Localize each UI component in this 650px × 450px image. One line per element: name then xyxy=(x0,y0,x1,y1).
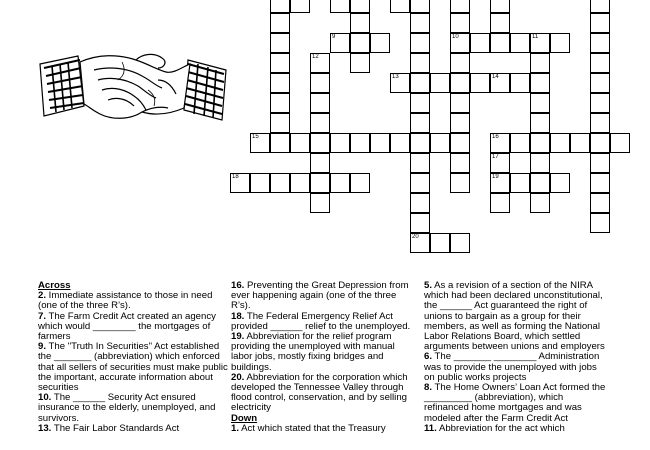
crossword-cell[interactable] xyxy=(350,133,370,153)
clue-item xyxy=(38,291,228,311)
crossword-cell[interactable] xyxy=(350,33,370,53)
crossword-cell[interactable] xyxy=(590,153,610,173)
crossword-cell[interactable] xyxy=(410,173,430,193)
crossword-cell[interactable] xyxy=(390,0,410,13)
crossword-cell[interactable] xyxy=(450,153,470,173)
across-clue-list-continued xyxy=(231,281,411,414)
down-clue-list xyxy=(231,424,411,434)
crossword-cell[interactable] xyxy=(550,133,570,153)
crossword-cell[interactable] xyxy=(590,0,610,13)
crossword-cell[interactable] xyxy=(590,93,610,113)
clue-number: 11 xyxy=(532,34,539,40)
crossword-cell[interactable] xyxy=(450,133,470,153)
crossword-cell[interactable] xyxy=(250,173,270,193)
crossword-cell[interactable] xyxy=(270,33,290,53)
clue-number: 16 xyxy=(492,134,499,140)
crossword-cell[interactable] xyxy=(510,133,530,153)
crossword-cell[interactable] xyxy=(410,93,430,113)
clue-text: Abbreviation for the corporation which developed the Tennessee Valley through flood control, conservation, and by selling electricity xyxy=(231,371,408,414)
crossword-cell[interactable] xyxy=(590,53,610,73)
crossword-cell[interactable] xyxy=(550,33,570,53)
clue-number: 18. xyxy=(231,310,245,322)
crossword-cell[interactable] xyxy=(330,133,350,153)
crossword-cell[interactable] xyxy=(350,53,370,73)
crossword-cell[interactable] xyxy=(430,133,450,153)
clue-text: The "Truth In Securities" Act established the _______ (abbreviation) which enforced that all sellers of securities must make public the important, accurate information about securities xyxy=(38,341,228,394)
clue-number: 19 xyxy=(492,174,499,180)
clue-number: 17 xyxy=(492,154,499,160)
clue-text: The Farm Credit Act created an agency which would ________ the mortgages of farmers xyxy=(38,310,216,343)
crossword-cell[interactable] xyxy=(350,13,370,33)
clue-text: The ______ Security Act ensured insurance to the elderly, unemployed, and survivors. xyxy=(38,392,216,424)
clue-number: 10. xyxy=(38,392,52,404)
crossword-cell[interactable] xyxy=(410,53,430,73)
clue-text: Preventing the Great Depression from ever happening again (one of the three R’s). xyxy=(231,280,409,312)
crossword-cell[interactable] xyxy=(530,193,550,213)
clue-item xyxy=(231,424,411,434)
crossword-cell[interactable] xyxy=(510,173,530,193)
crossword-cell[interactable] xyxy=(590,193,610,213)
clue-number: 13. xyxy=(38,422,52,434)
crossword-cell[interactable] xyxy=(450,113,470,133)
crossword-cell[interactable] xyxy=(450,173,470,193)
crossword-cell[interactable] xyxy=(410,113,430,133)
clue-text: The _______ ________ Administration was to provide the unemployed with jobs on public works projects xyxy=(424,351,600,383)
crossword-cell[interactable] xyxy=(250,133,270,153)
clue-number: 9. xyxy=(38,341,47,353)
crossword-cell[interactable] xyxy=(450,93,470,113)
across-header: Across xyxy=(38,280,71,291)
clue-number: 16. xyxy=(231,280,245,291)
clue-item xyxy=(38,312,228,343)
crossword-cell[interactable] xyxy=(310,93,330,113)
crossword-cell[interactable] xyxy=(450,73,470,93)
crossword-cell[interactable] xyxy=(410,0,430,13)
crossword-cell[interactable] xyxy=(270,73,290,93)
clue-number: 20 xyxy=(412,234,419,240)
crossword-cell[interactable] xyxy=(490,173,510,193)
crossword-cell[interactable] xyxy=(270,13,290,33)
crossword-cell[interactable] xyxy=(450,53,470,73)
crossword-cell[interactable] xyxy=(390,73,410,93)
crossword-cell[interactable] xyxy=(590,213,610,233)
clue-item xyxy=(424,352,610,383)
crossword-cell[interactable] xyxy=(550,173,570,193)
crossword-cell[interactable] xyxy=(310,133,330,153)
crossword-cell[interactable] xyxy=(490,13,510,33)
crossword-cell[interactable] xyxy=(370,33,390,53)
crossword-cell[interactable] xyxy=(270,93,290,113)
clue-item xyxy=(38,424,228,434)
clue-text: Abbreviation for the relief program providing the unemployed with manual labor jobs, mostly fixing bridges and buildings. xyxy=(231,331,395,373)
clue-item xyxy=(231,332,411,373)
crossword-cell[interactable] xyxy=(590,173,610,193)
crossword-cell[interactable] xyxy=(530,133,550,153)
clue-number: 18 xyxy=(232,174,239,180)
crossword-cell[interactable] xyxy=(270,173,290,193)
crossword-cell[interactable] xyxy=(590,13,610,33)
crossword-cell[interactable] xyxy=(450,33,470,53)
crossword-cell[interactable] xyxy=(310,53,330,73)
crossword-cell[interactable] xyxy=(530,173,550,193)
crossword-cell[interactable] xyxy=(450,13,470,33)
clue-number: 19. xyxy=(231,331,245,343)
crossword-cell[interactable] xyxy=(510,73,530,93)
clue-item xyxy=(38,342,228,393)
crossword-cell[interactable] xyxy=(410,33,430,53)
crossword-cell[interactable] xyxy=(590,33,610,53)
clue-number: 7. xyxy=(38,310,47,322)
clue-item xyxy=(231,281,411,312)
clue-number: 6. xyxy=(424,351,433,363)
crossword-cell[interactable] xyxy=(330,173,350,193)
clue-number: 11. xyxy=(424,422,437,434)
crossword-cell[interactable] xyxy=(530,33,550,53)
crossword-cell[interactable] xyxy=(290,133,310,153)
crossword-cell[interactable] xyxy=(470,33,490,53)
crossword-cell[interactable] xyxy=(570,133,590,153)
crossword-cell[interactable] xyxy=(590,133,610,153)
clue-item xyxy=(424,383,610,424)
clues-column-1 xyxy=(38,281,228,434)
clue-text: As a revision of a section of the NIRA which had been declared unconstitutional, the ______ Act guaranteed the right of unions to bargain as a group for their members, as well as forming the National Labor Relations Board, which settled arguments between unions and employers xyxy=(424,280,605,353)
clue-number: 5. xyxy=(424,280,433,291)
crossword-cell[interactable] xyxy=(310,73,330,93)
crossword-cell[interactable] xyxy=(430,73,450,93)
crossword-cell[interactable] xyxy=(490,0,510,13)
crossword-cell[interactable] xyxy=(310,153,330,173)
clue-number: 15 xyxy=(252,134,259,140)
crossword-cell[interactable] xyxy=(610,133,630,153)
clue-number: 13 xyxy=(392,74,399,80)
clue-item xyxy=(231,312,411,332)
crossword-cell[interactable] xyxy=(270,133,290,153)
crossword-cell[interactable] xyxy=(310,193,330,213)
clues-column-3 xyxy=(424,281,610,434)
clue-text: The Fair Labor Standards Act xyxy=(51,422,180,434)
crossword-cell[interactable] xyxy=(330,33,350,53)
crossword-cell[interactable] xyxy=(590,113,610,133)
clue-item xyxy=(231,373,411,414)
crossword-cell[interactable] xyxy=(270,0,290,13)
crossword-cell[interactable] xyxy=(410,213,430,233)
crossword-cell[interactable] xyxy=(390,133,410,153)
crossword-cell[interactable] xyxy=(410,153,430,173)
clue-number: 2. xyxy=(38,290,47,302)
down-header: Down xyxy=(231,412,258,424)
crossword-cell[interactable] xyxy=(490,133,510,153)
clue-number: 12 xyxy=(312,54,319,60)
crossword-cell[interactable] xyxy=(410,193,430,213)
crossword-cell[interactable] xyxy=(410,233,430,253)
crossword-cell[interactable] xyxy=(490,73,510,93)
clue-number: 10 xyxy=(452,34,459,40)
crossword-cell[interactable] xyxy=(530,113,550,133)
clue-number: 20. xyxy=(231,371,245,383)
clue-number: 8. xyxy=(424,382,433,394)
clue-number: 9 xyxy=(332,34,336,40)
crossword-cell[interactable] xyxy=(590,73,610,93)
clue-text: Act which stated that the Treasury xyxy=(239,422,386,434)
across-clue-list xyxy=(38,291,228,434)
crossword-cell[interactable] xyxy=(270,113,290,133)
crossword-cell[interactable] xyxy=(310,113,330,133)
crossword-cell[interactable] xyxy=(410,73,430,93)
crossword-cell[interactable] xyxy=(410,13,430,33)
clue-number: 14 xyxy=(492,74,499,80)
clue-number: 1. xyxy=(231,422,240,434)
clue-item xyxy=(424,281,610,352)
clue-text: The Federal Emergency Relief Act provided ______ relief to the unemployed. xyxy=(231,310,411,332)
crossword-cell[interactable] xyxy=(490,193,510,213)
crossword-cell[interactable] xyxy=(450,0,470,13)
crossword-cell[interactable] xyxy=(450,233,470,253)
clue-item xyxy=(424,424,610,434)
clue-item xyxy=(38,393,228,424)
crossword-cell[interactable] xyxy=(530,93,550,113)
crossword-cell[interactable] xyxy=(290,173,310,193)
clue-text: The Home Owners’ Loan Act formed the _________ (abbreviation), which refinanced home mortgages and was modeled after the Farm Credit Act xyxy=(424,382,606,424)
crossword-cell[interactable] xyxy=(530,153,550,173)
crossword-cell[interactable] xyxy=(350,173,370,193)
crossword-cell[interactable] xyxy=(490,33,510,53)
down-clue-list-continued xyxy=(424,281,610,434)
crossword-cell[interactable] xyxy=(330,0,350,13)
crossword-cell[interactable] xyxy=(510,33,530,53)
clues-column-2 xyxy=(231,281,411,434)
crossword-cell[interactable] xyxy=(350,0,370,13)
crossword-cell[interactable] xyxy=(310,173,330,193)
crossword-cell[interactable] xyxy=(530,73,550,93)
crossword-cell[interactable] xyxy=(270,53,290,73)
clue-text: Abbreviation for the act which xyxy=(436,422,565,434)
clue-text: Immediate assistance to those in need (one of the three R’s). xyxy=(38,290,213,312)
crossword-cell[interactable] xyxy=(290,0,310,13)
crossword-cell[interactable] xyxy=(430,233,450,253)
crossword-cell[interactable] xyxy=(530,53,550,73)
crossword-cell[interactable] xyxy=(490,153,510,173)
crossword-cell[interactable] xyxy=(470,73,490,93)
crossword-cell[interactable] xyxy=(230,173,250,193)
crossword-cell[interactable] xyxy=(370,133,390,153)
crossword-cell[interactable] xyxy=(410,133,430,153)
